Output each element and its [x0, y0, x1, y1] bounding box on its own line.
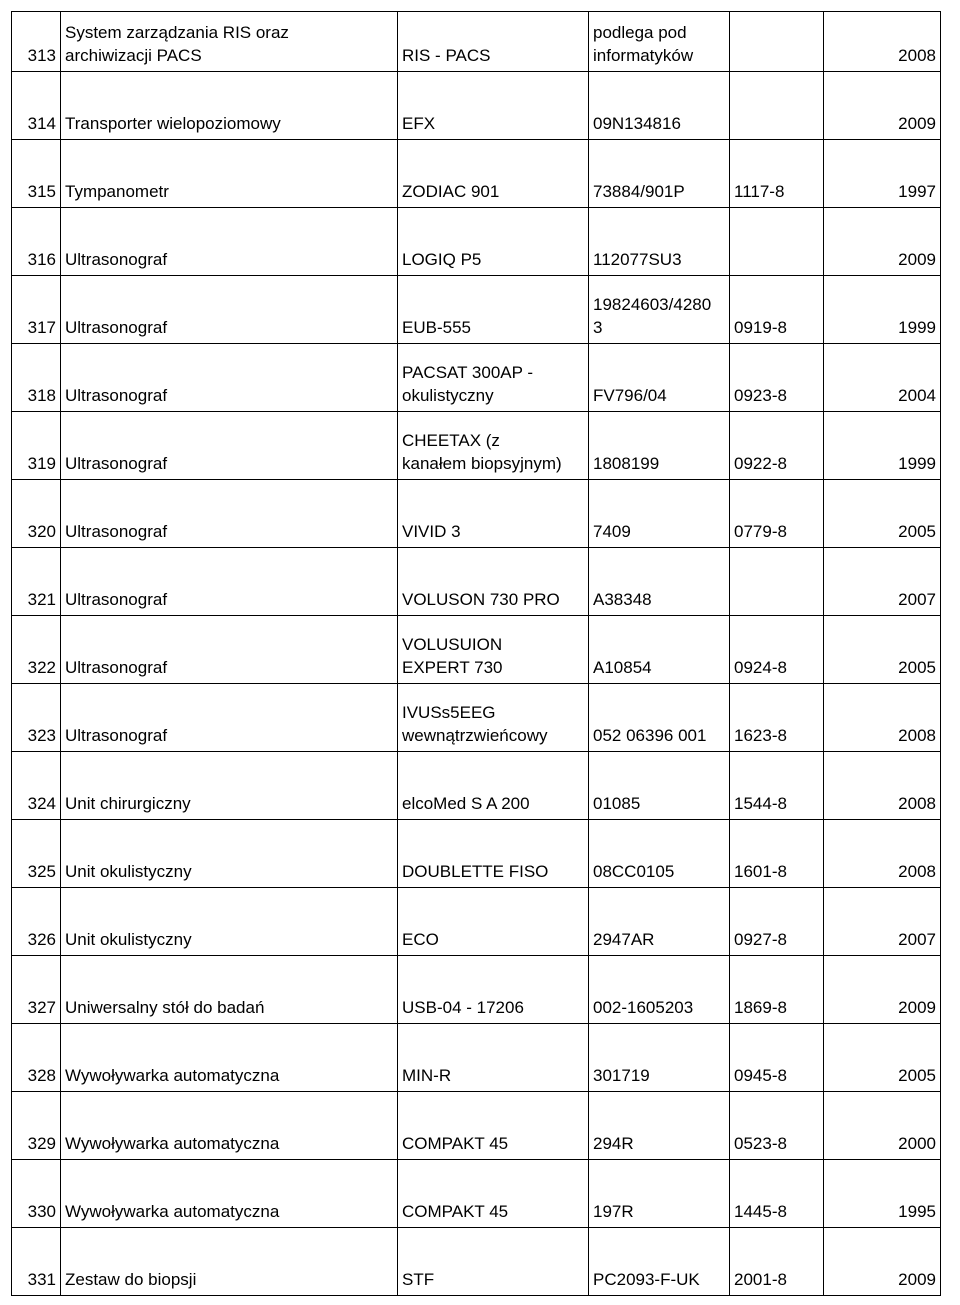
- inventory-number-cell-text: 0922-8: [734, 454, 787, 473]
- table-row: [12, 208, 941, 276]
- production-year-cell: [824, 1024, 941, 1092]
- table-row: [12, 72, 941, 140]
- production-year-cell: [824, 548, 941, 616]
- row-number-cell-text: 329: [27, 1134, 56, 1153]
- model-cell: [398, 12, 589, 72]
- model-cell-text: ZODIAC 901: [402, 182, 500, 201]
- equipment-name-cell: [61, 1160, 398, 1228]
- inventory-number-cell: [730, 412, 824, 480]
- model-cell: [398, 72, 589, 140]
- table-row: [12, 1024, 941, 1092]
- inventory-number-cell: [730, 752, 824, 820]
- production-year-cell: [824, 140, 941, 208]
- row-number-cell-text: 314: [27, 114, 56, 133]
- production-year-cell: [824, 12, 941, 72]
- row-number-cell-text: 326: [27, 930, 56, 949]
- serial-number-cell: [589, 616, 730, 684]
- model-cell: [398, 888, 589, 956]
- inventory-number-cell: [730, 72, 824, 140]
- model-cell-text: RIS - PACS: [402, 46, 491, 65]
- row-number-cell-text: 324: [27, 794, 56, 813]
- model-cell-text: VOLUSON 730 PRO: [402, 590, 560, 609]
- row-number-cell: [12, 344, 61, 412]
- equipment-name-cell-text: Uniwersalny stół do badań: [65, 998, 265, 1017]
- inventory-number-cell: [730, 616, 824, 684]
- model-cell-text: EFX: [402, 114, 436, 133]
- serial-number-cell: [589, 12, 730, 72]
- inventory-number-cell: [730, 888, 824, 956]
- production-year-cell-text: 2009: [898, 998, 936, 1017]
- serial-number-cell-text: A38348: [593, 590, 652, 609]
- production-year-cell-text: 2005: [898, 658, 936, 677]
- table-row: [12, 684, 941, 752]
- table-row: [12, 480, 941, 548]
- model-cell: [398, 344, 589, 412]
- serial-number-cell-text: 197R: [593, 1202, 634, 1221]
- serial-number-cell-text: 002-1605203: [593, 998, 694, 1017]
- row-number-cell: [12, 12, 61, 72]
- serial-number-cell-text: 19824603/4280 3: [593, 295, 712, 337]
- row-number-cell-text: 331: [27, 1270, 56, 1289]
- row-number-cell: [12, 548, 61, 616]
- serial-number-cell: [589, 480, 730, 548]
- production-year-cell: [824, 72, 941, 140]
- row-number-cell-text: 323: [27, 726, 56, 745]
- model-cell: [398, 820, 589, 888]
- inventory-number-cell-text: 1445-8: [734, 1202, 787, 1221]
- table-row: [12, 140, 941, 208]
- model-cell-text: VIVID 3: [402, 522, 461, 541]
- inventory-number-cell-text: 0923-8: [734, 386, 787, 405]
- production-year-cell: [824, 684, 941, 752]
- inventory-number-cell-text: 0945-8: [734, 1066, 787, 1085]
- production-year-cell: [824, 1160, 941, 1228]
- model-cell-text: PACSAT 300AP - okulistyczny: [402, 363, 534, 405]
- row-number-cell: [12, 140, 61, 208]
- production-year-cell-text: 2007: [898, 930, 936, 949]
- row-number-cell-text: 322: [27, 658, 56, 677]
- model-cell-text: MIN-R: [402, 1066, 452, 1085]
- equipment-name-cell: [61, 276, 398, 344]
- model-cell: [398, 1160, 589, 1228]
- row-number-cell: [12, 1024, 61, 1092]
- production-year-cell-text: 2009: [898, 1270, 936, 1289]
- equipment-name-cell-text: Zestaw do biopsji: [65, 1270, 197, 1289]
- model-cell-text: EUB-555: [402, 318, 471, 337]
- table-row: [12, 412, 941, 480]
- serial-number-cell: [589, 956, 730, 1024]
- equipment-name-cell: [61, 72, 398, 140]
- production-year-cell-text: 1999: [898, 454, 936, 473]
- production-year-cell-text: 1999: [898, 318, 936, 337]
- model-cell: [398, 412, 589, 480]
- equipment-name-cell-text: Ultrasonograf: [65, 454, 168, 473]
- inventory-number-cell: [730, 12, 824, 72]
- inventory-number-cell: [730, 480, 824, 548]
- serial-number-cell: [589, 412, 730, 480]
- equipment-name-cell: [61, 820, 398, 888]
- production-year-cell-text: 2009: [898, 114, 936, 133]
- row-number-cell-text: 328: [27, 1066, 56, 1085]
- production-year-cell: [824, 480, 941, 548]
- equipment-name-cell-text: Ultrasonograf: [65, 726, 168, 745]
- serial-number-cell-text: 2947AR: [593, 930, 655, 949]
- serial-number-cell: [589, 1092, 730, 1160]
- equipment-name-cell: [61, 208, 398, 276]
- equipment-name-cell: [61, 956, 398, 1024]
- production-year-cell: [824, 820, 941, 888]
- model-cell: [398, 480, 589, 548]
- production-year-cell-text: 2008: [898, 726, 936, 745]
- production-year-cell: [824, 616, 941, 684]
- inventory-number-cell: [730, 1024, 824, 1092]
- production-year-cell-text: 2008: [898, 46, 936, 65]
- inventory-number-cell-text: 1117-8: [734, 182, 785, 201]
- production-year-cell: [824, 888, 941, 956]
- equipment-name-cell: [61, 1228, 398, 1296]
- production-year-cell-text: 2008: [898, 794, 936, 813]
- serial-number-cell-text: 08CC0105: [593, 862, 675, 881]
- row-number-cell-text: 315: [27, 182, 56, 201]
- table-row: [12, 1092, 941, 1160]
- row-number-cell-text: 320: [27, 522, 56, 541]
- production-year-cell-text: 2008: [898, 862, 936, 881]
- inventory-number-cell: [730, 276, 824, 344]
- row-number-cell: [12, 752, 61, 820]
- row-number-cell: [12, 820, 61, 888]
- model-cell-text: DOUBLETTE FISO: [402, 862, 549, 881]
- inventory-number-cell-text: 1869-8: [734, 998, 787, 1017]
- equipment-name-cell-text: Wywoływarka automatyczna: [65, 1066, 280, 1085]
- production-year-cell-text: 2000: [898, 1134, 936, 1153]
- equipment-name-cell: [61, 752, 398, 820]
- row-number-cell: [12, 276, 61, 344]
- inventory-number-cell: [730, 140, 824, 208]
- serial-number-cell-text: A10854: [593, 658, 652, 677]
- row-number-cell: [12, 684, 61, 752]
- model-cell-text: CHEETAX (z kanałem biopsyjnym): [402, 431, 562, 473]
- production-year-cell-text: 1995: [898, 1202, 936, 1221]
- serial-number-cell: [589, 1024, 730, 1092]
- serial-number-cell: [589, 208, 730, 276]
- row-number-cell: [12, 616, 61, 684]
- equipment-name-cell-text: Transporter wielopoziomowy: [65, 114, 281, 133]
- table-row: [12, 888, 941, 956]
- equipment-name-cell-text: Unit chirurgiczny: [65, 794, 191, 813]
- model-cell: [398, 548, 589, 616]
- equipment-name-cell-text: Tympanometr: [65, 182, 169, 201]
- production-year-cell-text: 2007: [898, 590, 936, 609]
- table-row: [12, 1160, 941, 1228]
- row-number-cell-text: 317: [27, 318, 56, 337]
- model-cell: [398, 1024, 589, 1092]
- serial-number-cell: [589, 72, 730, 140]
- serial-number-cell-text: PC2093-F-UK: [593, 1270, 700, 1289]
- serial-number-cell-text: 01085: [593, 794, 641, 813]
- row-number-cell-text: 316: [27, 250, 56, 269]
- equipment-name-cell: [61, 616, 398, 684]
- equipment-name-cell: [61, 344, 398, 412]
- serial-number-cell-text: 09N134816: [593, 114, 681, 133]
- equipment-name-cell-text: Ultrasonograf: [65, 658, 168, 677]
- inventory-number-cell-text: 2001-8: [734, 1270, 787, 1289]
- row-number-cell: [12, 412, 61, 480]
- production-year-cell: [824, 956, 941, 1024]
- model-cell: [398, 276, 589, 344]
- serial-number-cell: [589, 1228, 730, 1296]
- table-row: [12, 548, 941, 616]
- serial-number-cell-text: 301719: [593, 1066, 650, 1085]
- model-cell: [398, 752, 589, 820]
- production-year-cell: [824, 752, 941, 820]
- inventory-number-cell: [730, 548, 824, 616]
- row-number-cell: [12, 1160, 61, 1228]
- row-number-cell: [12, 72, 61, 140]
- serial-number-cell-text: podlega pod informatyków: [593, 23, 694, 65]
- model-cell-text: IVUSs5EEG wewnątrzwieńcowy: [402, 703, 548, 745]
- inventory-number-cell: [730, 344, 824, 412]
- model-cell-text: STF: [402, 1270, 435, 1289]
- inventory-number-cell: [730, 684, 824, 752]
- equipment-table-body: [12, 12, 941, 1296]
- inventory-number-cell-text: 0779-8: [734, 522, 787, 541]
- serial-number-cell: [589, 684, 730, 752]
- equipment-name-cell-text: Unit okulistyczny: [65, 930, 192, 949]
- production-year-cell-text: 2005: [898, 522, 936, 541]
- equipment-name-cell-text: Ultrasonograf: [65, 386, 168, 405]
- serial-number-cell-text: 7409: [593, 522, 631, 541]
- table-row: [12, 344, 941, 412]
- table-row: [12, 616, 941, 684]
- production-year-cell: [824, 1092, 941, 1160]
- production-year-cell-text: 2005: [898, 1066, 936, 1085]
- production-year-cell: [824, 344, 941, 412]
- serial-number-cell: [589, 548, 730, 616]
- inventory-number-cell: [730, 1228, 824, 1296]
- equipment-table: [11, 11, 941, 1296]
- equipment-name-cell-text: Ultrasonograf: [65, 590, 168, 609]
- equipment-name-cell: [61, 412, 398, 480]
- production-year-cell: [824, 412, 941, 480]
- production-year-cell: [824, 276, 941, 344]
- model-cell: [398, 1228, 589, 1296]
- inventory-number-cell-text: 1601-8: [734, 862, 787, 881]
- equipment-name-cell-text: System zarządzania RIS oraz archiwizacji PACS: [65, 23, 289, 65]
- production-year-cell-text: 2009: [898, 250, 936, 269]
- model-cell-text: VOLUSUION EXPERT 730: [402, 635, 503, 677]
- equipment-name-cell: [61, 480, 398, 548]
- model-cell: [398, 140, 589, 208]
- serial-number-cell-text: FV796/04: [593, 386, 667, 405]
- model-cell-text: LOGIQ P5: [402, 250, 482, 269]
- model-cell-text: COMPAKT 45: [402, 1134, 509, 1153]
- inventory-number-cell: [730, 208, 824, 276]
- row-number-cell-text: 325: [27, 862, 56, 881]
- serial-number-cell: [589, 344, 730, 412]
- serial-number-cell: [589, 820, 730, 888]
- table-row: [12, 276, 941, 344]
- equipment-name-cell-text: Unit okulistyczny: [65, 862, 192, 881]
- row-number-cell: [12, 208, 61, 276]
- row-number-cell-text: 313: [27, 46, 56, 65]
- equipment-name-cell: [61, 140, 398, 208]
- model-cell: [398, 684, 589, 752]
- inventory-number-cell-text: 0924-8: [734, 658, 787, 677]
- equipment-name-cell-text: Wywoływarka automatyczna: [65, 1202, 280, 1221]
- row-number-cell: [12, 480, 61, 548]
- serial-number-cell-text: 052 06396 001: [593, 726, 707, 745]
- inventory-number-cell: [730, 1092, 824, 1160]
- equipment-name-cell-text: Wywoływarka automatyczna: [65, 1134, 280, 1153]
- model-cell: [398, 208, 589, 276]
- model-cell: [398, 616, 589, 684]
- serial-number-cell: [589, 752, 730, 820]
- inventory-number-cell: [730, 820, 824, 888]
- serial-number-cell: [589, 1160, 730, 1228]
- inventory-number-cell: [730, 956, 824, 1024]
- serial-number-cell: [589, 888, 730, 956]
- model-cell-text: ECO: [402, 930, 439, 949]
- model-cell-text: elcoMed S A 200: [402, 794, 530, 813]
- table-row: [12, 1228, 941, 1296]
- equipment-name-cell: [61, 888, 398, 956]
- row-number-cell: [12, 888, 61, 956]
- row-number-cell: [12, 1228, 61, 1296]
- row-number-cell: [12, 956, 61, 1024]
- row-number-cell: [12, 1092, 61, 1160]
- row-number-cell-text: 327: [27, 998, 56, 1017]
- equipment-name-cell: [61, 684, 398, 752]
- serial-number-cell-text: 1808199: [593, 454, 660, 473]
- model-cell: [398, 956, 589, 1024]
- serial-number-cell-text: 294R: [593, 1134, 634, 1153]
- production-year-cell-text: 1997: [898, 182, 936, 201]
- serial-number-cell-text: 112077SU3: [593, 250, 682, 269]
- table-row: [12, 752, 941, 820]
- production-year-cell: [824, 1228, 941, 1296]
- equipment-name-cell: [61, 548, 398, 616]
- equipment-name-cell: [61, 1024, 398, 1092]
- equipment-name-cell: [61, 1092, 398, 1160]
- inventory-number-cell-text: 1544-8: [734, 794, 787, 813]
- equipment-name-cell-text: Ultrasonograf: [65, 250, 168, 269]
- serial-number-cell: [589, 276, 730, 344]
- table-row: [12, 820, 941, 888]
- model-cell-text: COMPAKT 45: [402, 1202, 509, 1221]
- row-number-cell-text: 330: [27, 1202, 56, 1221]
- table-row: [12, 12, 941, 72]
- serial-number-cell: [589, 140, 730, 208]
- row-number-cell-text: 321: [27, 590, 56, 609]
- table-row: [12, 956, 941, 1024]
- model-cell: [398, 1092, 589, 1160]
- equipment-name-cell: [61, 12, 398, 72]
- model-cell-text: USB-04 - 17206: [402, 998, 524, 1017]
- serial-number-cell-text: 73884/901P: [593, 182, 685, 201]
- production-year-cell: [824, 208, 941, 276]
- inventory-number-cell-text: 0523-8: [734, 1134, 787, 1153]
- row-number-cell-text: 319: [27, 454, 56, 473]
- row-number-cell-text: 318: [27, 386, 56, 405]
- production-year-cell-text: 2004: [898, 386, 936, 405]
- inventory-number-cell-text: 0919-8: [734, 318, 787, 337]
- inventory-number-cell: [730, 1160, 824, 1228]
- inventory-number-cell-text: 1623-8: [734, 726, 787, 745]
- equipment-name-cell-text: Ultrasonograf: [65, 318, 168, 337]
- inventory-number-cell-text: 0927-8: [734, 930, 787, 949]
- equipment-name-cell-text: Ultrasonograf: [65, 522, 168, 541]
